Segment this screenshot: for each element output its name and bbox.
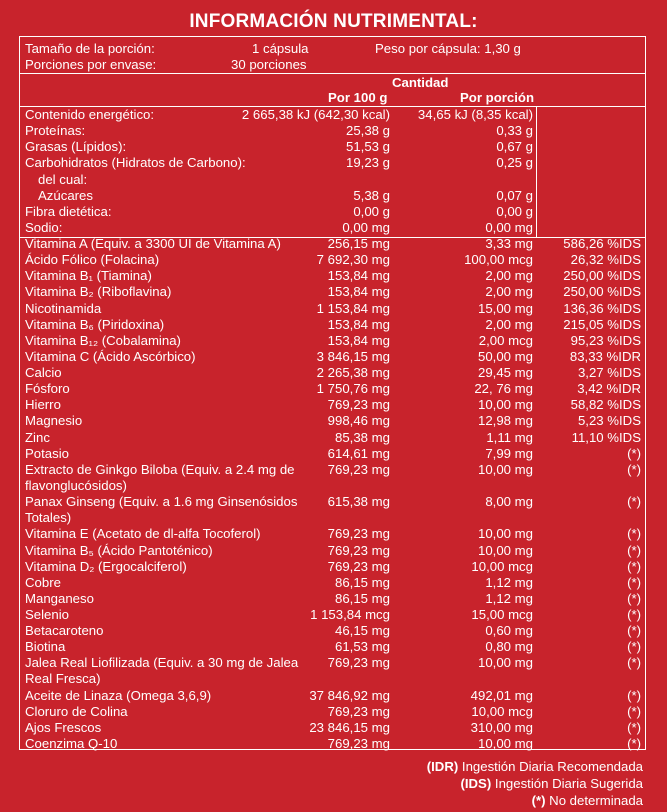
legend-abbreviation: (IDS) [460, 776, 492, 791]
nutrient-name: Vitamina C (Ácido Ascórbico) [25, 348, 196, 364]
percent-daily-intake: (*) [627, 494, 641, 510]
column-separator [536, 106, 537, 238]
percent-daily-intake: (*) [627, 639, 641, 655]
value-per-portion: 2,00 mg [485, 316, 533, 332]
value-per-100g: 153,84 mg [327, 316, 390, 332]
value-per-100g: 5,38 g [353, 187, 390, 203]
value-per-100g: 0,00 g [353, 203, 390, 219]
percent-daily-intake: (*) [627, 703, 641, 719]
percent-daily-intake: (*) [627, 574, 641, 590]
serving-size-label: Tamaño de la porción: [25, 41, 155, 56]
nutrient-name: Coenzima Q-10 [25, 736, 118, 752]
nutrient-name: Jalea Real Liofilizada (Equiv. a 30 mg de Jalea Real Fresca) [25, 655, 299, 687]
nutrient-name: Panax Ginseng (Equiv. a 1.6 mg Ginsenósidos Totales) [25, 494, 298, 526]
percent-daily-intake: (*) [627, 655, 641, 671]
nutrient-name: Vitamina B₅ (Ácido Pantoténico) [25, 542, 213, 558]
nutrient-name: Azúcares [38, 187, 93, 203]
nutrient-name: Vitamina B₂ (Riboflavina) [25, 284, 172, 300]
value-per-portion: 29,45 mg [478, 365, 533, 381]
footer-legend-line [460, 776, 643, 792]
percent-daily-intake: 5,23 %IDS [577, 413, 641, 429]
servings-per-pack-value: 30 porciones [231, 57, 307, 72]
value-per-100g: 256,15 mg [327, 236, 390, 252]
percent-daily-intake: (*) [627, 736, 641, 752]
value-per-portion: 2,00 mg [485, 268, 533, 284]
value-per-portion: 10,00 mcg [471, 558, 533, 574]
percent-daily-intake: 11,10 %IDS [571, 429, 641, 445]
value-per-100g: 769,23 mg [327, 736, 390, 752]
value-per-portion: 3,33 mg [485, 236, 533, 252]
nutrient-name: Vitamina E (Acetato de dl-alfa Tocoferol) [25, 526, 261, 542]
value-per-100g: 23 846,15 mg [309, 719, 390, 735]
percent-daily-intake: (*) [627, 719, 641, 735]
value-per-portion: 10,00 mcg [471, 703, 533, 719]
nutrient-name: del cual: [38, 171, 88, 187]
nutrient-name: Biotina [25, 639, 66, 655]
value-per-100g: 51,53 g [346, 139, 390, 155]
percent-daily-intake: 58,82 %IDS [570, 397, 641, 413]
column-per-portion: Por porción [460, 90, 534, 105]
value-per-portion: 7,99 mg [485, 445, 533, 461]
value-per-100g: 61,53 mg [335, 639, 390, 655]
percent-daily-intake: (*) [627, 687, 641, 703]
legend-text: No determinada [545, 793, 643, 808]
nutrient-name: Betacaroteno [25, 623, 104, 639]
value-per-portion: 492,01 mg [470, 687, 533, 703]
value-per-100g: 37 846,92 mg [309, 687, 390, 703]
value-per-portion: 2,00 mg [485, 284, 533, 300]
nutrient-name: Aceite de Linaza (Omega 3,6,9) [25, 687, 212, 703]
value-per-portion: 0,00 g [496, 203, 533, 219]
value-per-100g: 1 750,76 mg [316, 381, 390, 397]
legend-abbreviation: (*) [531, 793, 546, 808]
percent-daily-intake: 136,36 %IDS [563, 300, 641, 316]
nutrient-name: Vitamina B₆ (Piridoxina) [25, 316, 165, 332]
nutrient-name: Cloruro de Colina [25, 703, 128, 719]
nutrient-name: Ácido Fólico (Folacina) [25, 252, 160, 268]
nutrient-name: Vitamina B₁ (Tiamina) [25, 268, 152, 284]
header-divider [20, 73, 645, 74]
percent-daily-intake: (*) [627, 461, 641, 477]
servings-per-pack-label: Porciones por envase: [25, 57, 157, 72]
nutrient-name: Calcio [25, 365, 62, 381]
nutrient-name: Extracto de Ginkgo Biloba (Equiv. a 2.4 mg de flavonglucósidos) [25, 461, 295, 493]
value-per-100g: 86,15 mg [335, 590, 390, 606]
value-per-100g: 769,23 mg [327, 461, 390, 477]
nutrient-name: Ajos Frescos [25, 719, 102, 735]
nutrient-name: Contenido energético: [25, 107, 155, 122]
value-per-100g: 19,23 g [346, 155, 390, 171]
value-per-100g: 0,00 mg [342, 219, 390, 235]
value-per-portion: 1,12 mg [485, 590, 533, 606]
nutrient-name: Potasio [25, 445, 69, 461]
value-per-portion: 0,33 g [496, 123, 533, 139]
value-per-portion: 50,00 mg [478, 348, 533, 364]
value-per-100g: 769,23 mg [327, 542, 390, 558]
legend-abbreviation: (IDR) [426, 759, 459, 774]
value-per-portion: 100,00 mcg [464, 252, 533, 268]
value-per-100g: 3 846,15 mg [316, 348, 390, 364]
value-per-100g: 2 665,38 kJ (642,30 kcal) [241, 107, 390, 122]
value-per-portion: 10,00 mg [478, 461, 533, 477]
percent-daily-intake: 3,42 %IDR [577, 381, 641, 397]
legend-text: Ingestión Diaria Recomendada [458, 759, 643, 774]
nutrient-name: Vitamina A (Equiv. a 3300 UI de Vitamina A) [25, 236, 281, 252]
value-per-portion: 10,00 mg [478, 542, 533, 558]
value-per-portion: 0,25 g [496, 155, 533, 171]
percent-daily-intake: 250,00 %IDS [563, 284, 641, 300]
percent-daily-intake: (*) [627, 558, 641, 574]
value-per-portion: 15,00 mcg [471, 607, 533, 623]
value-per-100g: 769,23 mg [327, 397, 390, 413]
value-per-100g: 615,38 mg [327, 494, 390, 510]
legend-text: Ingestión Diaria Sugerida [491, 776, 643, 791]
value-per-portion: 10,00 mg [478, 655, 533, 671]
nutrient-name: Carbohidratos (Hidratos de Carbono): [25, 155, 246, 171]
value-per-portion: 0,80 mg [485, 639, 533, 655]
value-per-portion: 15,00 mg [478, 300, 533, 316]
value-per-100g: 46,15 mg [335, 623, 390, 639]
nutrient-name: Fibra dietética: [25, 203, 112, 219]
footer-legend-line [427, 759, 643, 775]
percent-daily-intake: 83,33 %IDR [569, 348, 641, 364]
value-per-100g: 769,23 mg [327, 655, 390, 671]
column-cantidad: Cantidad [392, 75, 449, 90]
column-per-100g: Por 100 g [328, 90, 388, 105]
percent-daily-intake: 26,32 %IDS [570, 252, 641, 268]
value-per-portion: 12,98 mg [478, 413, 533, 429]
percent-daily-intake: (*) [627, 526, 641, 542]
percent-daily-intake: (*) [627, 542, 641, 558]
value-per-100g: 2 265,38 mg [316, 365, 390, 381]
value-per-portion: 10,00 mg [478, 397, 533, 413]
nutrient-name: Sodio: [25, 219, 63, 235]
value-per-100g: 153,84 mg [327, 268, 390, 284]
nutrient-name: Vitamina B₁₂ (Cobalamina) [25, 332, 181, 348]
weight-per-capsule: Peso por cápsula: 1,30 g [375, 41, 521, 56]
value-per-100g: 85,38 mg [335, 429, 390, 445]
value-per-portion: 0,60 mg [485, 623, 533, 639]
value-per-100g: 1 153,84 mg [316, 300, 390, 316]
value-per-portion: 1,11 mg [486, 429, 533, 445]
percent-daily-intake: (*) [627, 590, 641, 606]
nutrient-name: Fósforo [25, 381, 70, 397]
value-per-portion: 34,65 kJ (8,35 kcal) [417, 107, 533, 122]
value-per-100g: 998,46 mg [327, 413, 390, 429]
panel-title: INFORMACIÓN NUTRIMENTAL: [189, 11, 478, 32]
nutrient-name: Proteínas: [25, 123, 86, 139]
value-per-portion: 22, 76 mg [474, 381, 533, 397]
value-per-portion: 310,00 mg [470, 719, 533, 735]
value-per-100g: 769,23 mg [327, 558, 390, 574]
nutrient-name: Cobre [25, 574, 61, 590]
value-per-portion: 0,00 mg [485, 219, 533, 235]
value-per-100g: 7 692,30 mg [316, 252, 390, 268]
serving-size-value: 1 cápsula [252, 41, 309, 56]
percent-daily-intake: (*) [627, 445, 641, 461]
percent-daily-intake: 3,27 %IDS [577, 365, 641, 381]
value-per-portion: 8,00 mg [485, 494, 533, 510]
percent-daily-intake: 250,00 %IDS [563, 268, 641, 284]
value-per-portion: 10,00 mg [478, 526, 533, 542]
value-per-100g: 153,84 mg [327, 284, 390, 300]
percent-daily-intake: (*) [627, 607, 641, 623]
value-per-100g: 769,23 mg [327, 526, 390, 542]
percent-daily-intake: 586,26 %IDS [563, 236, 641, 252]
value-per-portion: 0,67 g [496, 139, 533, 155]
value-per-100g: 1 153,84 mcg [310, 607, 390, 623]
nutrient-name: Vitamina D₂ (Ergocalciferol) [25, 558, 187, 574]
nutrient-name: Manganeso [25, 590, 94, 606]
percent-daily-intake: 215,05 %IDS [563, 316, 641, 332]
value-per-portion: 10,00 mg [478, 736, 533, 752]
value-per-portion: 0,07 g [496, 187, 533, 203]
nutrient-name: Magnesio [25, 413, 83, 429]
value-per-portion: 2,00 mcg [478, 332, 533, 348]
value-per-100g: 86,15 mg [335, 574, 390, 590]
value-per-100g: 25,38 g [346, 123, 390, 139]
value-per-100g: 769,23 mg [327, 703, 390, 719]
nutrient-name: Zinc [25, 429, 50, 445]
value-per-portion: 1,12 mg [485, 574, 533, 590]
nutrient-name: Selenio [25, 607, 69, 623]
nutrient-name: Nicotinamida [25, 300, 102, 316]
percent-daily-intake: (*) [627, 623, 641, 639]
value-per-100g: 614,61 mg [327, 445, 390, 461]
footer-legend-line [532, 793, 643, 809]
nutrient-name: Grasas (Lípidos): [25, 139, 127, 155]
value-per-100g: 153,84 mg [327, 332, 390, 348]
nutrition-table [19, 36, 646, 750]
nutrient-name: Hierro [25, 397, 61, 413]
percent-daily-intake: 95,23 %IDS [570, 332, 641, 348]
